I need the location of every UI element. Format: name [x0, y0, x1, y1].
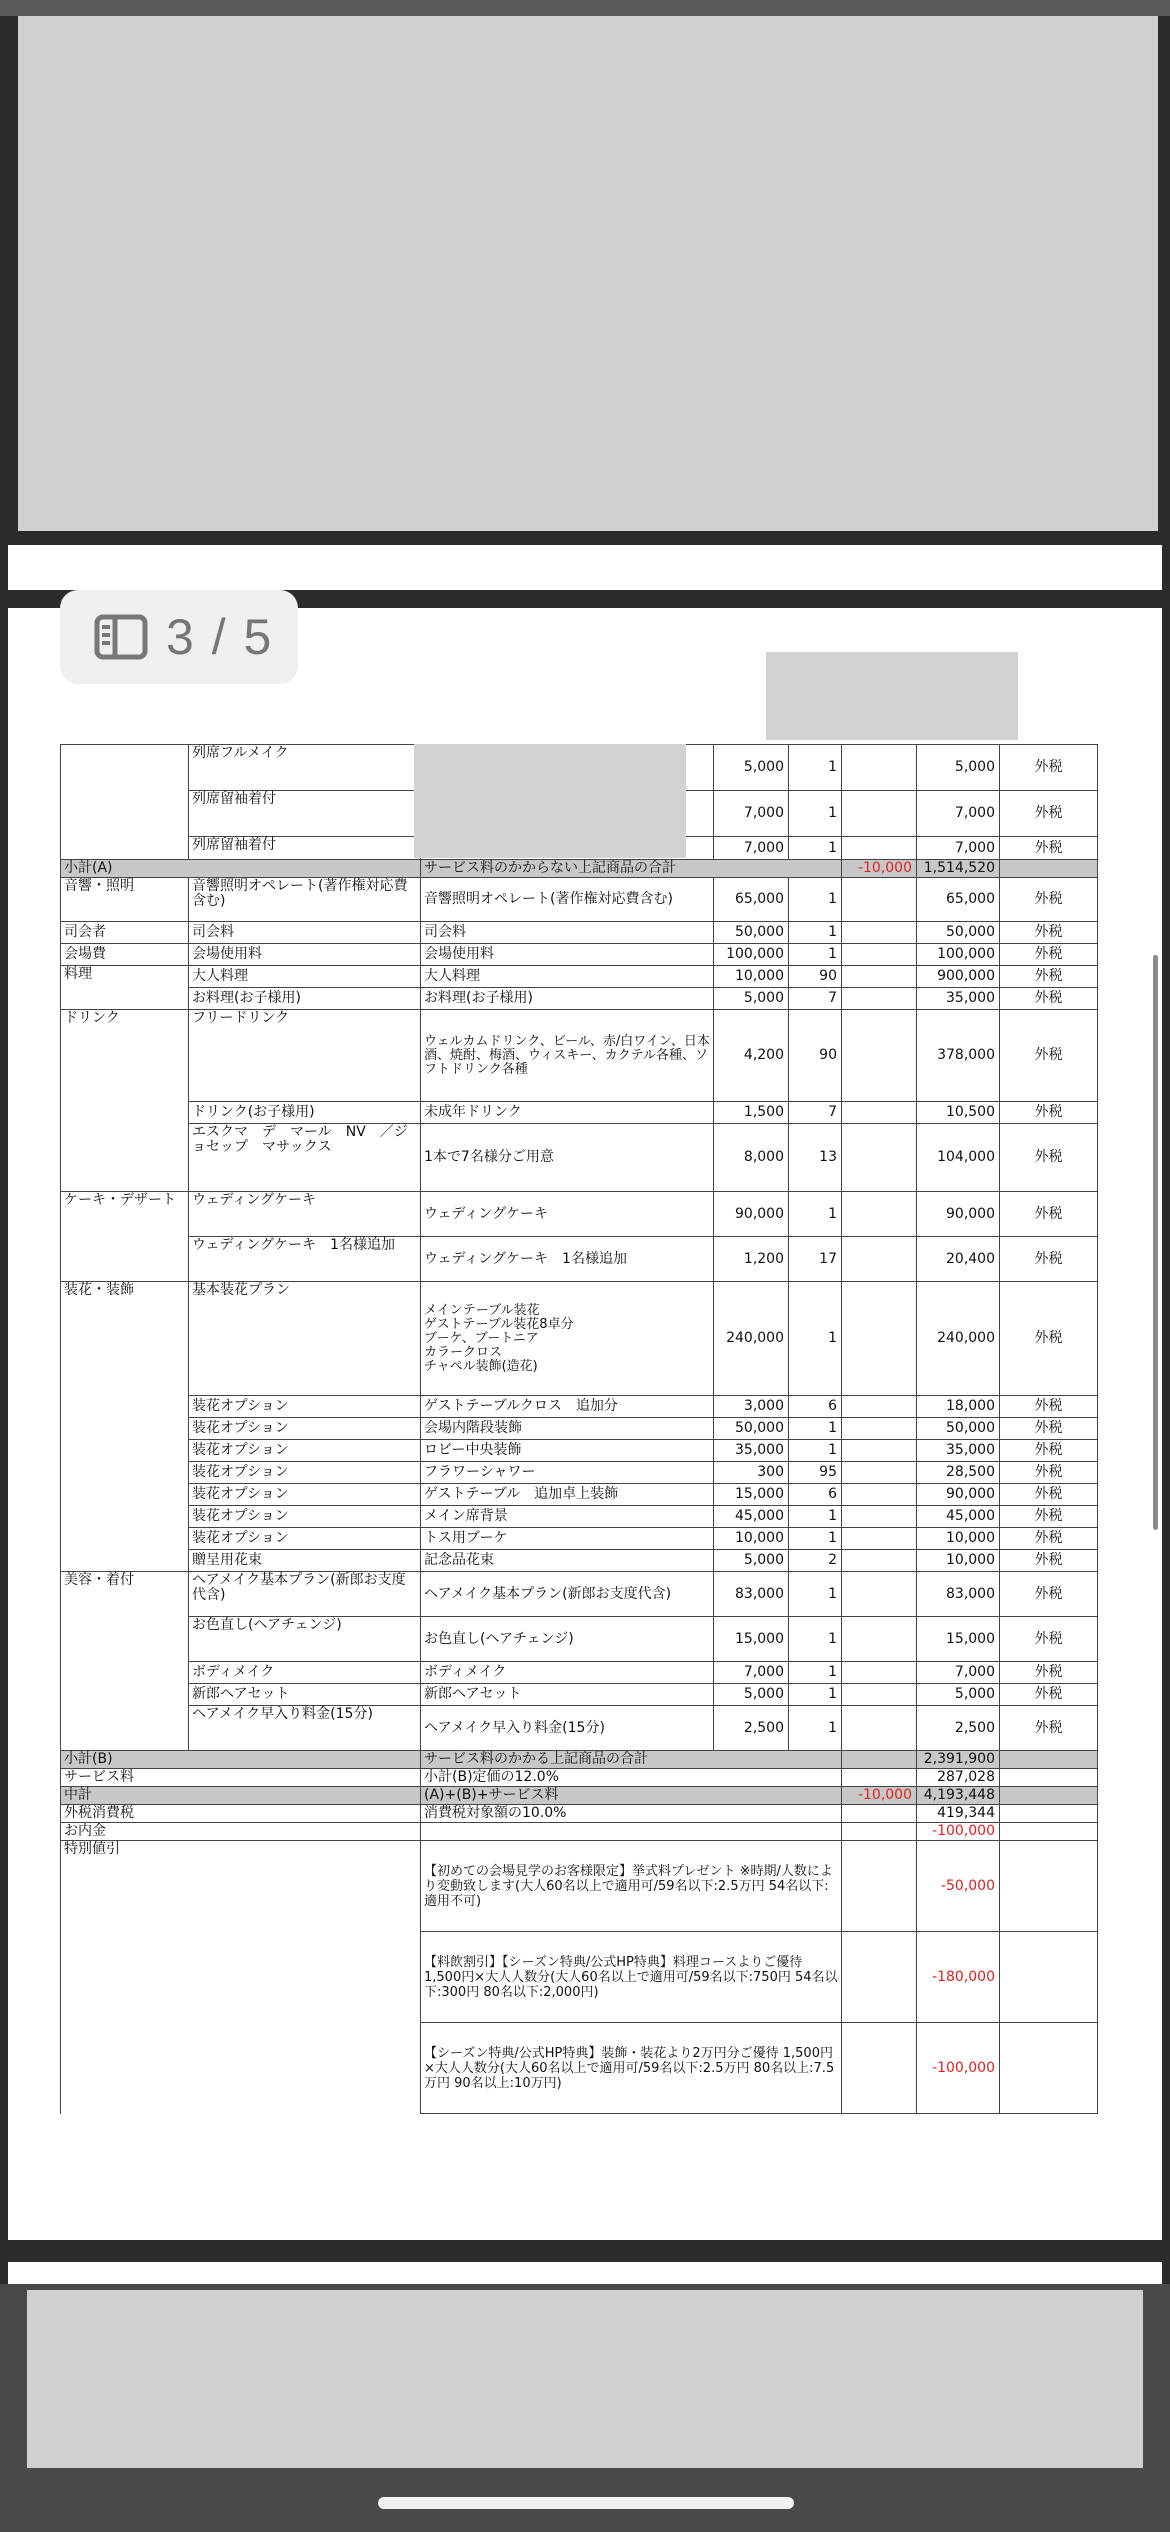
table-row [61, 1237, 1098, 1282]
item-name: ウェディングケーキ [189, 1192, 421, 1237]
unit-price: 50,000 [714, 1418, 789, 1440]
item-name: 列席留袖着付 [189, 837, 421, 860]
special-discount-amount: -180,000 [917, 1932, 1000, 2023]
unit-price: 5,000 [714, 745, 789, 791]
table-row [61, 922, 1098, 944]
unit-price: 4,200 [714, 1010, 789, 1102]
special-discount-amount: -50,000 [917, 1841, 1000, 1932]
tax-type: 外税 [1000, 1484, 1098, 1506]
subtotal-a-row [61, 860, 1098, 878]
middle-total-amount: 4,193,448 [917, 1787, 1000, 1805]
tax-type: 外税 [1000, 1396, 1098, 1418]
table-row [61, 1528, 1098, 1550]
unit-price: 7,000 [714, 791, 789, 837]
item-name: 装花オプション [189, 1396, 421, 1418]
item-name: 装花オプション [189, 1440, 421, 1462]
amount: 50,000 [917, 922, 1000, 944]
amount: 28,500 [917, 1462, 1000, 1484]
amount: 20,400 [917, 1237, 1000, 1282]
quantity: 1 [789, 837, 842, 860]
item-desc: 記念品花束 [421, 1550, 714, 1572]
item-name: 司会料 [189, 922, 421, 944]
quantity: 2 [789, 1550, 842, 1572]
quantity: 1 [789, 944, 842, 966]
tax-type: 外税 [1000, 1506, 1098, 1528]
item-name: エスクマ デ マール NV ／ジョセップ マサックス [189, 1124, 421, 1192]
category: 料理 [61, 966, 189, 1010]
service-desc: 小計(B)定価の12.0% [421, 1769, 842, 1787]
amount: 18,000 [917, 1396, 1000, 1418]
item-name: 装花オプション [189, 1462, 421, 1484]
item-desc: メインテーブル装花 ゲストテーブル装花8卓分 ブーケ、ブートニア カラークロス チャペル装飾(造花) [421, 1282, 714, 1396]
previous-page-redacted [18, 16, 1158, 531]
category: 会場費 [61, 944, 189, 966]
subtotal-b-label: 小計(B) [61, 1751, 421, 1769]
quantity: 7 [789, 988, 842, 1010]
deposit-amount: -100,000 [917, 1823, 1000, 1841]
quantity: 1 [789, 745, 842, 791]
service-amount: 287,028 [917, 1769, 1000, 1787]
quantity: 1 [789, 791, 842, 837]
quantity: 6 [789, 1396, 842, 1418]
unit-price: 8,000 [714, 1124, 789, 1192]
item-desc: メイン席背景 [421, 1506, 714, 1528]
unit-price: 7,000 [714, 1662, 789, 1684]
category: 装花・装飾 [61, 1282, 189, 1572]
item-desc: ウェディングケーキ 1名様追加 [421, 1237, 714, 1282]
table-row [61, 1684, 1098, 1706]
tax-type: 外税 [1000, 1572, 1098, 1617]
category: ドリンク [61, 1010, 189, 1192]
tax-type: 外税 [1000, 837, 1098, 860]
tax-type: 外税 [1000, 1662, 1098, 1684]
quantity: 1 [789, 922, 842, 944]
tax-type: 外税 [1000, 1102, 1098, 1124]
unit-price: 15,000 [714, 1484, 789, 1506]
middle-total-discount: -10,000 [842, 1787, 917, 1805]
item-name: 装花オプション [189, 1506, 421, 1528]
category: 美容・着付 [61, 1572, 189, 1751]
unit-price: 5,000 [714, 1550, 789, 1572]
discount [842, 837, 917, 860]
page-indicator[interactable] [60, 590, 298, 684]
quantity: 1 [789, 1506, 842, 1528]
tax-row [61, 1805, 1098, 1823]
tax-type: 外税 [1000, 1684, 1098, 1706]
amount: 5,000 [917, 1684, 1000, 1706]
subtotal-b-row [61, 1751, 1098, 1769]
table-row [61, 1617, 1098, 1662]
unit-price: 3,000 [714, 1396, 789, 1418]
item-desc: 未成年ドリンク [421, 1102, 714, 1124]
table-row [61, 1396, 1098, 1418]
quantity: 1 [789, 1706, 842, 1751]
amount: 45,000 [917, 1506, 1000, 1528]
item-name: 列席フルメイク [189, 745, 421, 791]
item-name: 装花オプション [189, 1528, 421, 1550]
amount: 90,000 [917, 1192, 1000, 1237]
unit-price: 300 [714, 1462, 789, 1484]
tax-type: 外税 [1000, 1192, 1098, 1237]
next-page-top [8, 2262, 1162, 2284]
unit-price: 15,000 [714, 1617, 789, 1662]
quantity: 1 [789, 1440, 842, 1462]
unit-price: 45,000 [714, 1506, 789, 1528]
item-name: 贈呈用花束 [189, 1550, 421, 1572]
table-row [61, 1192, 1098, 1237]
quantity: 1 [789, 1528, 842, 1550]
table-row [61, 1440, 1098, 1462]
tax-amount: 419,344 [917, 1805, 1000, 1823]
tax-type: 外税 [1000, 1462, 1098, 1484]
amount: 35,000 [917, 1440, 1000, 1462]
unit-price: 35,000 [714, 1440, 789, 1462]
subtotal-a-discount: -10,000 [842, 860, 917, 878]
tax-type: 外税 [1000, 1617, 1098, 1662]
table-row [61, 1462, 1098, 1484]
item-desc: 会場内階段装飾 [421, 1418, 714, 1440]
special-discount-desc: 【料飲割引】【シーズン特典/公式HP特典】料理コースよりご優待1,500円×大人人数分(大人60名以上で適用可/59名以下:750円 54名以下:300円 80名以下:2,000円) [421, 1932, 842, 2023]
deposit-row [61, 1823, 1098, 1841]
category: 司会者 [61, 922, 189, 944]
table-row [61, 1550, 1098, 1572]
item-desc: ヘアメイク基本プラン(新郎お支度代含) [421, 1572, 714, 1617]
special-discount-desc: 【初めての会場見学のお客様限定】挙式料プレゼント ※時期/人数により変動致します(大人60名以上で適用可/59名以下:2.5万円 54名以下:適用不可) [421, 1841, 842, 1932]
scrollbar-thumb[interactable] [1153, 955, 1158, 1530]
tax-type: 外税 [1000, 1010, 1098, 1102]
table-row [61, 1124, 1098, 1192]
unit-price: 7,000 [714, 837, 789, 860]
tax-type: 外税 [1000, 1528, 1098, 1550]
top-band [0, 0, 1170, 16]
tax-type: 外税 [1000, 1706, 1098, 1751]
discount [842, 745, 917, 791]
item-name: 音響照明オペレート(著作権対応費含む) [189, 878, 421, 922]
tax-type: 外税 [1000, 1440, 1098, 1462]
estimate-table [60, 744, 1098, 2114]
special-discount-desc: 【シーズン特典/公式HP特典】装飾・装花より2万円分ご優待 1,500円×大人人数分(大人60名以上で適用可/59名以下:2.5万円 80名以上:7.5万円 90名以上:10万円) [421, 2023, 842, 2114]
amount: 50,000 [917, 1418, 1000, 1440]
unit-price: 1,500 [714, 1102, 789, 1124]
item-name: 装花オプション [189, 1418, 421, 1440]
quantity: 17 [789, 1237, 842, 1282]
tax-type: 外税 [1000, 1282, 1098, 1396]
redacted-block [414, 744, 686, 858]
service-label: サービス料 [61, 1769, 421, 1787]
amount: 900,000 [917, 966, 1000, 988]
amount: 83,000 [917, 1572, 1000, 1617]
item-name: お料理(お子様用) [189, 988, 421, 1010]
item-desc: ボディメイク [421, 1662, 714, 1684]
table-row [61, 1418, 1098, 1440]
quantity: 1 [789, 1418, 842, 1440]
item-name: ヘアメイク基本プラン(新郎お支度代含) [189, 1572, 421, 1617]
quantity: 1 [789, 1662, 842, 1684]
amount: 5,000 [917, 745, 1000, 791]
item-name: 装花オプション [189, 1484, 421, 1506]
quantity: 1 [789, 1684, 842, 1706]
quantity: 90 [789, 1010, 842, 1102]
item-desc: 1本で7名様分ご用意 [421, 1124, 714, 1192]
item-desc: ゲストテーブル 追加卓上装飾 [421, 1484, 714, 1506]
sidebar-icon [94, 614, 148, 660]
table-row [61, 1010, 1098, 1102]
special-discount-amount: -100,000 [917, 2023, 1000, 2114]
amount: 7,000 [917, 837, 1000, 860]
tax-type: 外税 [1000, 1124, 1098, 1192]
unit-price: 10,000 [714, 966, 789, 988]
amount: 100,000 [917, 944, 1000, 966]
unit-price: 50,000 [714, 922, 789, 944]
item-name: フリードリンク [189, 1010, 421, 1102]
subtotal-b-amount: 2,391,900 [917, 1751, 1000, 1769]
amount: 65,000 [917, 878, 1000, 922]
tax-label: 外税消費税 [61, 1805, 421, 1823]
home-indicator[interactable] [378, 2497, 794, 2509]
item-desc: ウェルカムドリンク、ビール、赤/白ワイン、日本酒、焼酎、梅酒、ウィスキー、カクテル各種、ソフトドリンク各種 [421, 1010, 714, 1102]
amount: 7,000 [917, 1662, 1000, 1684]
quantity: 1 [789, 1617, 842, 1662]
item-desc: 司会料 [421, 922, 714, 944]
table-row [61, 988, 1098, 1010]
unit-price: 5,000 [714, 1684, 789, 1706]
amount: 240,000 [917, 1282, 1000, 1396]
unit-price: 1,200 [714, 1237, 789, 1282]
quantity: 1 [789, 1282, 842, 1396]
tax-type: 外税 [1000, 988, 1098, 1010]
unit-price: 5,000 [714, 988, 789, 1010]
middle-total-desc: (A)+(B)+サービス料 [421, 1787, 842, 1805]
table-row [61, 1484, 1098, 1506]
amount: 15,000 [917, 1617, 1000, 1662]
special-discount-label: 特別値引 [61, 1841, 421, 2114]
amount: 10,000 [917, 1550, 1000, 1572]
service-row [61, 1769, 1098, 1787]
item-name: 新郎ヘアセット [189, 1684, 421, 1706]
quantity: 1 [789, 878, 842, 922]
unit-price: 83,000 [714, 1572, 789, 1617]
quantity: 1 [789, 1572, 842, 1617]
item-name: 基本装花プラン [189, 1282, 421, 1396]
item-name: お色直し(ヘアチェンジ) [189, 1617, 421, 1662]
unit-price: 2,500 [714, 1706, 789, 1751]
item-name: ヘアメイク早入り料金(15分) [189, 1706, 421, 1751]
quantity: 1 [789, 1192, 842, 1237]
tax-type: 外税 [1000, 745, 1098, 791]
tax-type: 外税 [1000, 1418, 1098, 1440]
item-desc: ゲストテーブルクロス 追加分 [421, 1396, 714, 1418]
category: ケーキ・デザート [61, 1192, 189, 1282]
subtotal-a-amount: 1,514,520 [917, 860, 1000, 878]
table-row [61, 1282, 1098, 1396]
tax-type: 外税 [1000, 944, 1098, 966]
amount: 10,500 [917, 1102, 1000, 1124]
subtotal-a-desc: サービス料のかからない上記商品の合計 [421, 860, 842, 878]
table-row [61, 944, 1098, 966]
unit-price: 90,000 [714, 1192, 789, 1237]
item-desc: トス用ブーケ [421, 1528, 714, 1550]
item-name: ドリンク(お子様用) [189, 1102, 421, 1124]
item-desc: 会場使用料 [421, 944, 714, 966]
table-row [61, 1662, 1098, 1684]
unit-price: 10,000 [714, 1528, 789, 1550]
tax-type: 外税 [1000, 966, 1098, 988]
item-desc: ヘアメイク早入り料金(15分) [421, 1706, 714, 1751]
unit-price: 100,000 [714, 944, 789, 966]
amount: 90,000 [917, 1484, 1000, 1506]
subtotal-a-label: 小計(A) [61, 860, 421, 878]
tax-desc: 消費税対象額の10.0% [421, 1805, 842, 1823]
page-indicator-label: 3 / 5 [166, 609, 274, 665]
item-desc: お料理(お子様用) [421, 988, 714, 1010]
quantity: 7 [789, 1102, 842, 1124]
table-row [61, 966, 1098, 988]
quantity: 13 [789, 1124, 842, 1192]
item-name: 大人料理 [189, 966, 421, 988]
tax-type: 外税 [1000, 922, 1098, 944]
unit-price: 65,000 [714, 878, 789, 922]
item-desc: 大人料理 [421, 966, 714, 988]
quantity: 6 [789, 1484, 842, 1506]
tax-type: 外税 [1000, 1550, 1098, 1572]
special-discount-row [61, 1841, 1098, 1932]
subtotal-b-desc: サービス料のかかる上記商品の合計 [421, 1751, 842, 1769]
item-desc: 新郎ヘアセット [421, 1684, 714, 1706]
item-name: ウェディングケーキ 1名様追加 [189, 1237, 421, 1282]
category: 音響・照明 [61, 878, 189, 922]
amount: 35,000 [917, 988, 1000, 1010]
table-row [61, 1572, 1098, 1617]
table-row [61, 1102, 1098, 1124]
discount [842, 791, 917, 837]
item-name: 会場使用料 [189, 944, 421, 966]
item-desc: フラワーシャワー [421, 1462, 714, 1484]
table-row [61, 1706, 1098, 1751]
quantity: 90 [789, 966, 842, 988]
tax-type: 外税 [1000, 1237, 1098, 1282]
previous-page-bottom [8, 545, 1162, 590]
unit-price: 240,000 [714, 1282, 789, 1396]
table-row [61, 878, 1098, 922]
deposit-label: お内金 [61, 1823, 421, 1841]
table-row [61, 1506, 1098, 1528]
amount: 10,000 [917, 1528, 1000, 1550]
item-name: 列席留袖着付 [189, 791, 421, 837]
item-desc: ウェディングケーキ [421, 1192, 714, 1237]
tax-type: 外税 [1000, 791, 1098, 837]
item-name: ボディメイク [189, 1662, 421, 1684]
amount: 378,000 [917, 1010, 1000, 1102]
amount: 7,000 [917, 791, 1000, 837]
amount: 2,500 [917, 1706, 1000, 1751]
middle-total-label: 中計 [61, 1787, 421, 1805]
quantity: 95 [789, 1462, 842, 1484]
item-desc: 音響照明オペレート(著作権対応費含む) [421, 878, 714, 922]
middle-total-row [61, 1787, 1098, 1805]
next-page-redacted [27, 2290, 1143, 2468]
redacted-block [766, 652, 1018, 740]
tax-type: 外税 [1000, 878, 1098, 922]
item-desc: お色直し(ヘアチェンジ) [421, 1617, 714, 1662]
amount: 104,000 [917, 1124, 1000, 1192]
item-desc: ロビー中央装飾 [421, 1440, 714, 1462]
